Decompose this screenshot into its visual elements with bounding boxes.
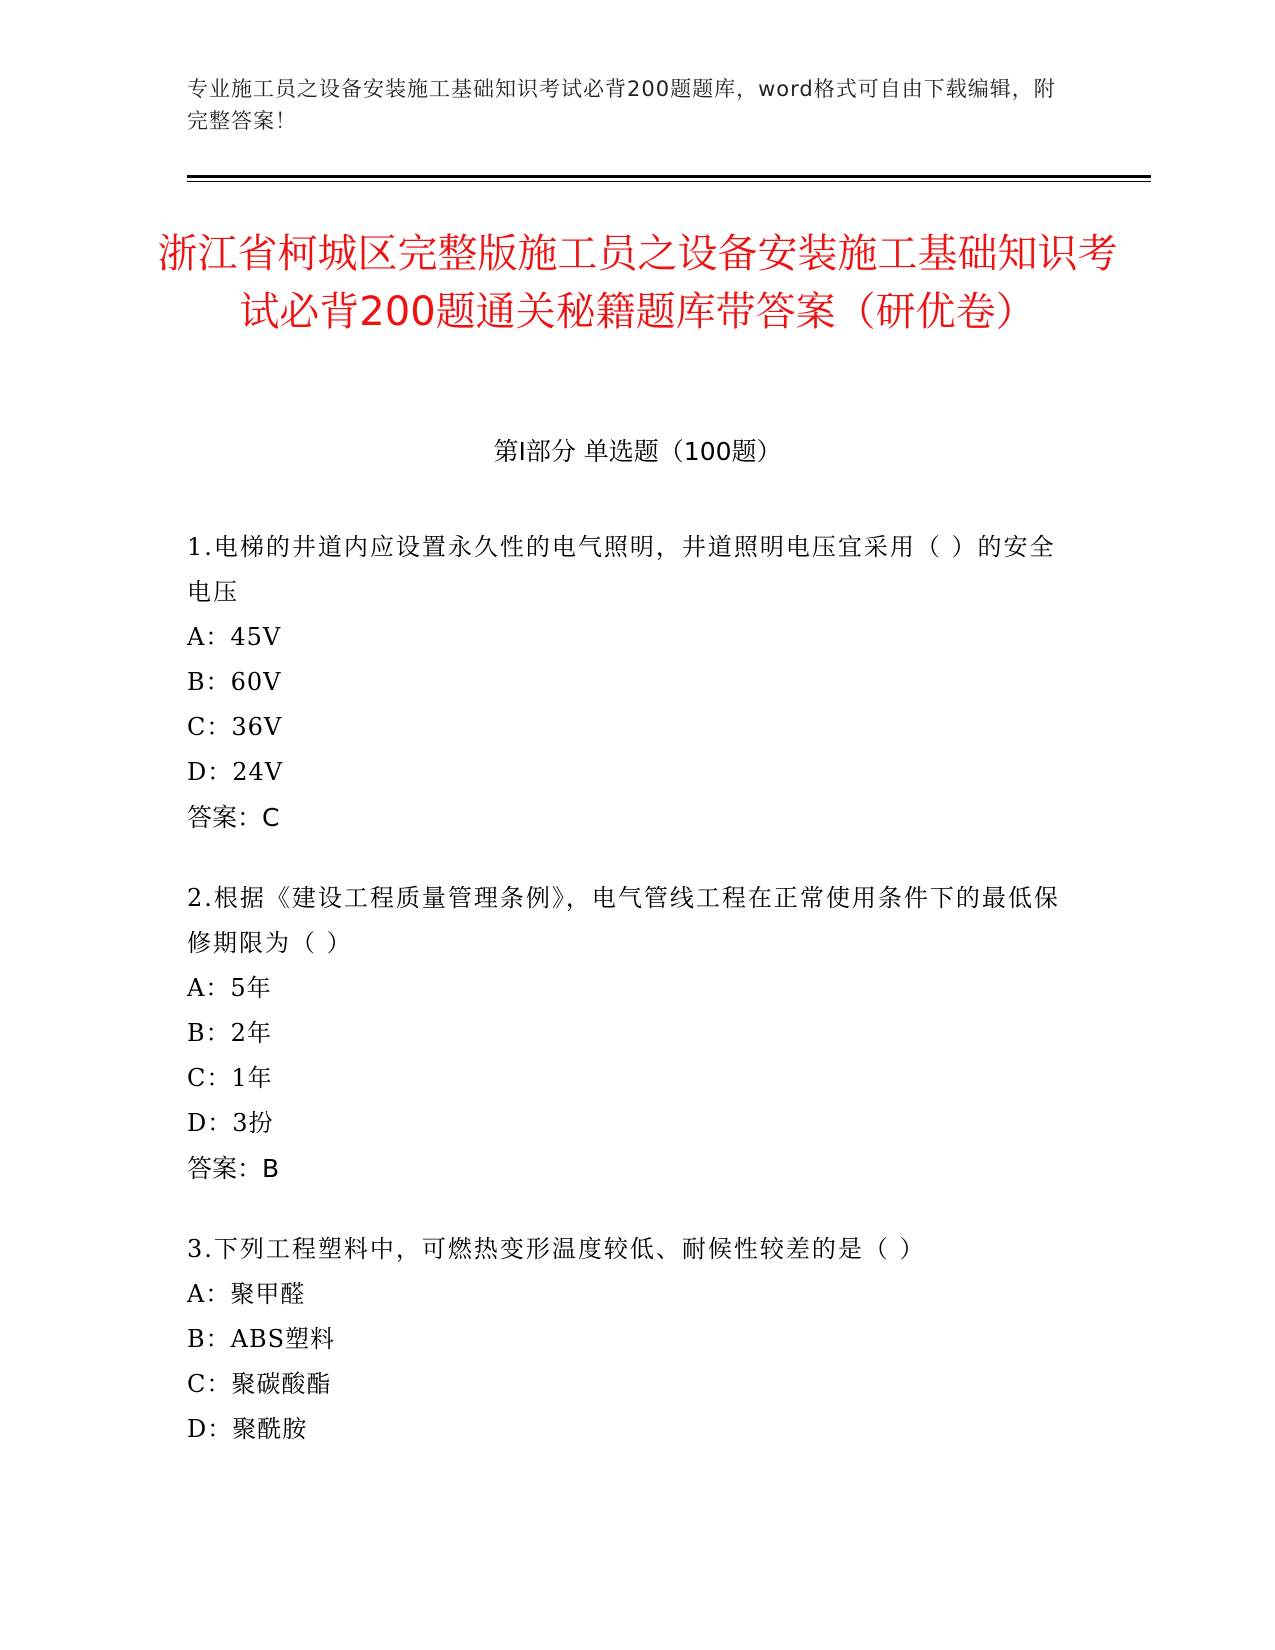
option-b: B：ABS塑料 — [187, 1325, 336, 1353]
header-note: 专业施工员之设备安装施工基础知识考试必背200题题库，word格式可自由下载编辑，附完整答案！ — [187, 77, 1056, 133]
header-rule-thick — [187, 175, 1151, 178]
question-1 — [187, 525, 1067, 840]
option-b: B：2年 — [187, 1019, 272, 1047]
question-stem: 2.根据《建设工程质量管理条例》，电气管线工程在正常使用条件下的最低保修期限为（ ） — [187, 884, 1060, 957]
option-c: C：聚碳酸酯 — [187, 1370, 332, 1398]
question-stem: 3.下列工程塑料中，可燃热变形温度较低、耐候性较差的是（ ） — [187, 1235, 926, 1263]
option-b: B：60V — [187, 668, 282, 696]
option-c: C：36V — [187, 713, 283, 741]
section-heading: 第Ⅰ部分 单选题（100题） — [493, 437, 782, 466]
option-a: A：45V — [187, 623, 282, 651]
option-a: A：聚甲醛 — [187, 1280, 306, 1308]
option-a: A：5年 — [187, 974, 272, 1002]
header-rule-thin — [187, 181, 1151, 182]
answer-line: 答案：B — [187, 1154, 280, 1183]
option-c: C：1年 — [187, 1064, 273, 1092]
option-d: D：24V — [187, 758, 284, 786]
question-list — [187, 525, 1067, 1488]
question-2 — [187, 876, 1067, 1191]
question-stem: 1.电梯的井道内应设置永久性的电气照明，井道照明电压宜采用（ ）的安全电压 — [187, 533, 1056, 606]
document-title: 浙江省柯城区完整版施工员之设备安装施工基础知识考试必背200题通关秘籍题库带答案（研优卷） — [157, 231, 1118, 335]
answer-line: 答案：C — [187, 803, 280, 832]
option-d: D：聚酰胺 — [187, 1415, 308, 1443]
option-d: D：3扮 — [187, 1109, 274, 1137]
question-3 — [187, 1227, 1067, 1452]
